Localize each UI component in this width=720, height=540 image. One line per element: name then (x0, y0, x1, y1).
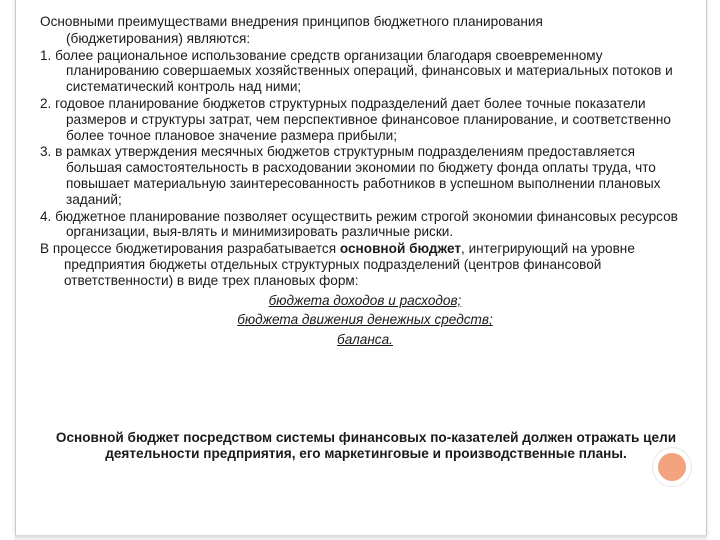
summary-text: Основной бюджет посредством системы финансовых по-казателей должен отражать цели деятельности предприятия, его маркетинговые и производственные планы. (55, 430, 677, 461)
decorative-circle (653, 448, 691, 486)
slide-frame-bottom (15, 535, 707, 540)
intro-line-2: (бюджетирования) являются: (66, 30, 251, 46)
list-item-3: 3. в рамках утверждения месячных бюджетов структурным подразделениям предоставляется большая самостоятельность в расходовании экономии по бюджету фонда оплаты труда, что повышает материальную заинтересованность работников в успешном выполнении плановых заданий; (40, 144, 661, 207)
process-bold-term: основной бюджет (339, 241, 462, 257)
list-item-2: 2. годовое планирование бюджетов структурных подразделений дает более точные показатели размеров и структуры затрат, чем перспективное финансовое планирование, и соответственно более точное плановое значение размера прибыли; (40, 95, 671, 143)
list-item-4: 4. бюджетное планирование позволяет осуществить режим строгой экономии финансовых ресурсов организации, выя-влять и минимизировать различные риски. (40, 208, 678, 240)
process-prefix: В процессе бюджетирования разрабатывается (40, 241, 340, 257)
intro-line-1: Основными преимуществами внедрения принципов бюджетного планирования (40, 14, 543, 29)
process-paragraph (40, 241, 690, 288)
form-item-3: баланса. (337, 332, 393, 348)
slide-body (40, 14, 690, 348)
list-item-1: 1. более рациональное использование средств организации благодаря своевременному планированию совершаемых хозяйственных операций, финансовых и материальных потоков и систематический контроль над ними; (40, 47, 673, 95)
form-item-2: бюджета движения денежных средств; (237, 312, 493, 328)
process-suffix: , интегрирующий на уровне предприятия бюджеты отдельных структурных подразделений (центров финансовой ответственности) в виде трех плановых форм: (64, 241, 635, 288)
form-item-1: бюджета доходов и расходов; (268, 292, 462, 308)
